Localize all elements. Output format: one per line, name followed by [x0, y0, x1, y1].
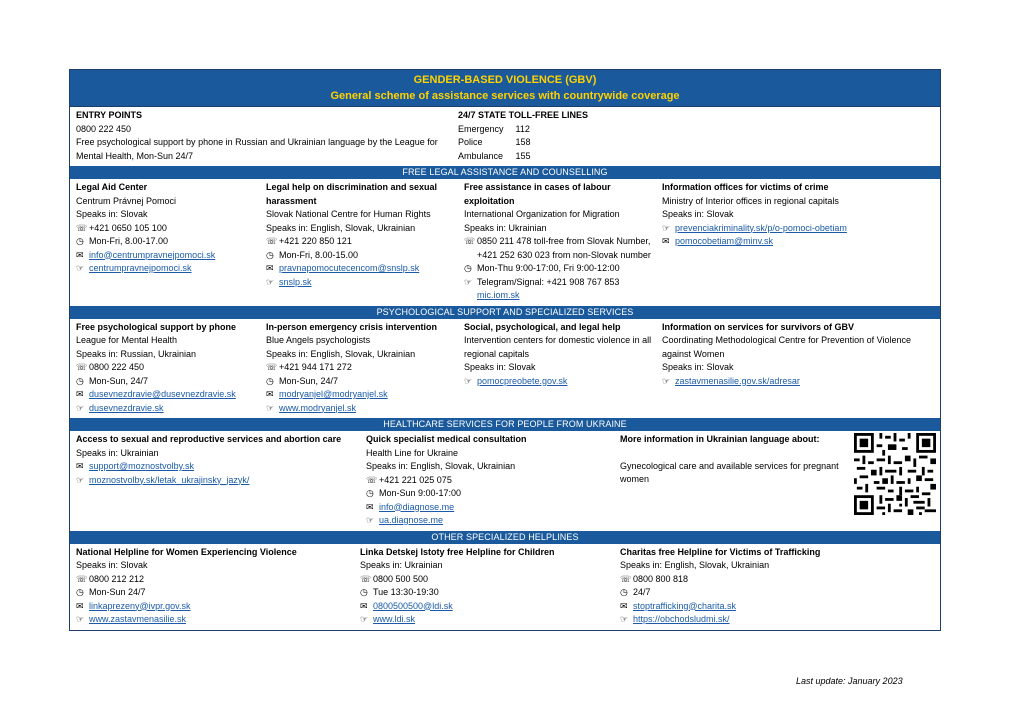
phone-icon: ☏ [464, 236, 476, 246]
psych-phone-support [70, 319, 260, 419]
clock-icon: ◷ [76, 375, 84, 386]
mail-icon: ✉ [360, 600, 368, 611]
service-web-link[interactable]: ua.diagnose.me [379, 515, 444, 525]
helplines-row [70, 544, 940, 630]
gbv-scheme-document [69, 69, 941, 631]
service-email-link[interactable]: info@diagnose.me [379, 501, 455, 512]
web-icon: ☞ [360, 614, 369, 624]
tollfree-label: Emergency [458, 123, 504, 134]
tollfree-row [458, 150, 543, 164]
tollfree-label: Police [458, 137, 483, 147]
service-languages: Speaks in: Ukrainian [76, 447, 159, 458]
service-hours: Mon-Sun, 24/7 [89, 375, 149, 386]
service-title: Information offices for victims of crime [662, 182, 829, 192]
clock-icon: ◷ [464, 263, 472, 273]
legal-row [70, 179, 940, 306]
service-phone: 0800 222 450 [89, 362, 145, 372]
service-hours: Mon-Fri, 8.00-15.00 [279, 249, 359, 260]
helpline-children [354, 544, 614, 630]
service-web-link[interactable]: https://obchodsludmi.sk/ [633, 614, 730, 624]
mail-icon: ✉ [76, 389, 84, 399]
health-row [70, 431, 940, 531]
psych-gbv-survivors [656, 319, 940, 419]
legal-victims-of-crime [656, 179, 940, 306]
phone-icon: ☏ [266, 362, 278, 372]
web-icon: ☞ [76, 263, 85, 273]
service-title: More information in Ukrainian language about: [620, 434, 820, 444]
service-phone: 0850 211 478 toll-free from Slovak Number, +421 252 630 023 from non-Slovak number [477, 236, 651, 260]
tollfree-lines [458, 107, 940, 166]
web-icon: ☞ [662, 375, 671, 386]
web-icon: ☞ [366, 515, 375, 525]
service-web-link[interactable]: www.modryanjel.sk [279, 402, 357, 413]
service-messenger: Telegram/Signal: +421 908 767 853 [477, 276, 620, 287]
legal-labour-exploitation [458, 179, 656, 306]
entry-phone: 0800 222 450 [76, 123, 132, 134]
service-phone: 0800 500 500 [373, 573, 429, 584]
phone-icon: ☏ [76, 222, 88, 233]
legal-aid-center [70, 179, 260, 306]
service-web-link[interactable]: snslp.sk [279, 276, 312, 287]
service-email-link[interactable]: linkaprezeny@ivpr.gov.sk [89, 600, 191, 611]
phone-icon: ☏ [360, 573, 372, 584]
section-band-helplines: OTHER SPECIALIZED HELPLINES [70, 531, 940, 544]
service-web-link[interactable]: dusevnezdravie.sk [89, 402, 164, 413]
service-title: Information on services for survivors of GBV [662, 321, 855, 332]
section-band-healthcare: HEALTHCARE SERVICES FOR PEOPLE FROM UKRAINE [70, 418, 940, 431]
service-email-link[interactable]: info@centrumpravnejpomoci.sk [89, 249, 216, 260]
mail-icon: ✉ [76, 249, 84, 260]
web-icon: ☞ [266, 276, 275, 287]
service-title: Free psychological support by phone [76, 321, 237, 332]
clock-icon: ◷ [76, 587, 84, 597]
service-title: In-person emergency crisis intervention [266, 321, 438, 332]
mail-icon: ✉ [662, 236, 670, 246]
service-title: Charitas free Helpline for Victims of Trafficking [620, 546, 821, 557]
mail-icon: ✉ [266, 389, 274, 399]
service-hours: Tue 13:30-19:30 [373, 587, 439, 597]
clock-icon: ◷ [266, 249, 274, 260]
service-org: Intervention centers for domestic violence in all regional capitals [464, 335, 652, 359]
web-icon: ☞ [266, 402, 275, 413]
service-title: Linka Detskej Istoty free Helpline for Children [360, 546, 555, 557]
psych-intervention-centers [458, 319, 656, 419]
section-band-legal: FREE LEGAL ASSISTANCE AND COUNSELLING [70, 166, 940, 179]
service-languages: Speaks in: English, Slovak, Ukrainian [366, 461, 516, 471]
service-web-link[interactable]: pomocpreobete.gov.sk [477, 375, 568, 386]
service-web-link[interactable]: prevenciakriminality.sk/p/o-pomoci-obetiam [675, 222, 847, 233]
service-org: Slovak National Centre for Human Rights [266, 209, 431, 219]
service-org: Coordinating Methodological Centre for Prevention of Violence against Women [662, 335, 911, 359]
service-hours: Mon-Sun, 24/7 [279, 375, 339, 386]
web-icon: ☞ [662, 222, 671, 233]
service-languages: Speaks in: Ukrainian [464, 222, 547, 233]
document-subtitle: General scheme of assistance services with countrywide coverage [330, 90, 680, 102]
legal-discrimination [260, 179, 458, 306]
more-info-text-block [620, 433, 840, 528]
document-header [70, 70, 940, 106]
service-hours: 24/7 [633, 587, 651, 597]
web-icon: ☞ [464, 276, 473, 287]
phone-icon: ☏ [366, 474, 378, 485]
clock-icon: ◷ [266, 375, 274, 386]
clock-icon: ◷ [360, 587, 368, 597]
tollfree-label: Ambulance [458, 150, 504, 161]
clock-icon: ◷ [76, 236, 84, 246]
service-hours: Mon-Sun 24/7 [89, 587, 146, 597]
tollfree-number: 112 [515, 123, 530, 134]
web-icon: ☞ [76, 474, 85, 485]
tollfree-number: 155 [515, 150, 531, 161]
more-info-text: Gynecological care and available services for pregnant women [620, 460, 839, 484]
service-languages: Speaks in: English, Slovak, Ukrainian [266, 348, 416, 359]
document-title: GENDER-BASED VIOLENCE (GBV) [413, 74, 597, 86]
mail-icon: ✉ [366, 501, 374, 512]
spacer [620, 447, 840, 460]
entry-row [70, 106, 940, 166]
service-org: Health Line for Ukraine [366, 447, 459, 458]
clock-icon: ◷ [366, 488, 374, 498]
web-icon: ☞ [76, 614, 85, 624]
health-medical-consultation [360, 431, 614, 531]
entry-text: Free psychological support by phone in Russian and Ukrainian language by the League for Mental Health, Mon-Sun 24/7 [76, 137, 438, 161]
psych-row [70, 319, 940, 419]
service-languages: Speaks in: Slovak [662, 362, 734, 372]
service-email-link[interactable]: modryanjel@modryanjel.sk [279, 389, 388, 399]
qr-code[interactable] [854, 433, 936, 515]
service-phone: 0800 800 818 [633, 573, 689, 584]
service-title: Access to sexual and reproductive services and abortion care [76, 434, 342, 444]
service-languages: Speaks in: Slovak [662, 209, 734, 219]
section-band-psychological: PSYCHOLOGICAL SUPPORT AND SPECIALIZED SERVICES [70, 306, 940, 319]
helpline-women [70, 544, 354, 630]
service-title: Legal help on discrimination and sexual harassment [266, 182, 438, 206]
service-hours: Mon-Fri, 8.00-17.00 [89, 236, 169, 246]
helpline-trafficking [614, 544, 940, 630]
service-languages: Speaks in: Russian, Ukrainian [76, 348, 197, 359]
web-icon: ☞ [76, 402, 85, 413]
service-email-link[interactable]: support@moznostvolby.sk [89, 461, 195, 471]
qr-code-graphic [854, 433, 936, 515]
service-email-link[interactable]: pravnapomocutecencom@snslp.sk [279, 263, 420, 273]
psych-crisis-intervention [260, 319, 458, 419]
mail-icon: ✉ [76, 461, 84, 471]
health-sexual-reproductive [70, 431, 360, 531]
tollfree-row [458, 123, 543, 137]
mail-icon: ✉ [266, 263, 274, 273]
service-languages: Speaks in: Slovak [464, 362, 536, 372]
phone-icon: ☏ [76, 362, 88, 372]
service-title: National Helpline for Women Experiencing Violence [76, 546, 297, 557]
service-web-link[interactable]: www.ldi.sk [373, 614, 416, 624]
service-email-link[interactable]: 0800500500@ldi.sk [373, 600, 453, 611]
service-org: Centrum Právnej Pomoci [76, 195, 177, 206]
service-org: International Organization for Migration [464, 209, 620, 219]
entry-heading: ENTRY POINTS [76, 110, 143, 120]
service-languages: Speaks in: Ukrainian [360, 560, 443, 570]
service-title: Social, psychological, and legal help [464, 321, 621, 332]
mail-icon: ✉ [76, 600, 84, 611]
web-icon: ☞ [464, 375, 473, 386]
service-title: Legal Aid Center [76, 182, 148, 192]
health-more-info [614, 431, 940, 531]
service-languages: Speaks in: English, Slovak, Ukrainian [266, 222, 416, 233]
service-phone: +421 944 171 272 [279, 362, 352, 372]
service-title: Free assistance in cases of labour exploitation [464, 182, 611, 206]
service-languages: Speaks in: Slovak [76, 560, 148, 570]
mail-icon: ✉ [620, 600, 628, 611]
service-email-link[interactable]: stoptrafficking@charita.sk [633, 600, 737, 611]
service-languages: Speaks in: English, Slovak, Ukrainian [620, 560, 770, 570]
service-phone: 0800 212 212 [89, 573, 145, 584]
clock-icon: ◷ [620, 587, 628, 597]
service-phone: +421 0650 105 100 [89, 222, 167, 233]
service-org: League for Mental Health [76, 335, 178, 345]
service-web-link[interactable]: www.zastavmenasilie.sk [89, 614, 187, 624]
service-web-link[interactable]: moznostvolby.sk/letak_ukrajinsky_jazyk/ [89, 474, 250, 485]
service-email-link[interactable]: pomocobetiam@minv.sk [675, 236, 774, 246]
tollfree-table [458, 123, 543, 164]
web-icon: ☞ [620, 614, 629, 624]
service-hours: Mon-Thu 9:00-17:00, Fri 9:00-12:00 [477, 263, 620, 273]
phone-icon: ☏ [76, 573, 88, 584]
entry-points [70, 107, 458, 166]
tollfree-number: 158 [515, 137, 531, 147]
service-phone: +421 221 025 075 [379, 474, 452, 485]
service-org: Ministry of Interior offices in regional capitals [662, 195, 839, 206]
service-phone: +421 220 850 121 [279, 236, 352, 246]
service-web-link[interactable]: centrumpravnejpomoci.sk [89, 263, 192, 273]
service-email-link[interactable]: dusevnezdravie@dusevnezdravie.sk [89, 389, 236, 399]
service-web-link[interactable]: zastavmenasilie.gov.sk/adresar [675, 375, 800, 386]
service-org: Blue Angels psychologists [266, 335, 371, 345]
last-update: Last update: January 2023 [796, 676, 903, 686]
tollfree-heading: 24/7 STATE TOLL-FREE LINES [458, 110, 589, 120]
service-title: Quick specialist medical consultation [366, 434, 527, 444]
tollfree-row [458, 136, 543, 150]
service-web-link[interactable]: mic.iom.sk [477, 290, 520, 300]
phone-icon: ☏ [620, 573, 632, 584]
phone-icon: ☏ [266, 236, 278, 246]
service-hours: Mon-Sun 9:00-17:00 [379, 488, 462, 498]
service-languages: Speaks in: Slovak [76, 209, 148, 219]
